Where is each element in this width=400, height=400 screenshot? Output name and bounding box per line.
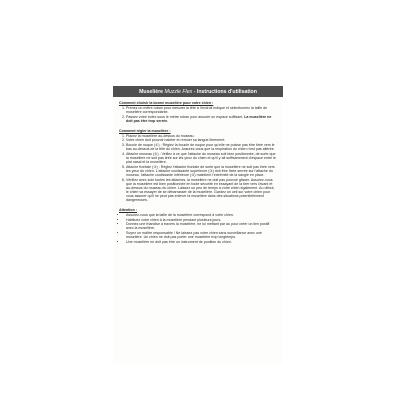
choose-size-step-text: Passez votre index sous le mètre ruban pour assurer un espace suffisant.	[126, 114, 244, 119]
attention-item: • Une muselière ne doit pas être un instrument de punition du chien.	[126, 240, 278, 244]
attention-list	[119, 213, 278, 244]
attention-heading: Attention :	[119, 207, 137, 212]
attention-item: • Habituez votre chien à la muselière pendant plusieurs jours.	[126, 218, 278, 222]
brand-name: Muzzle Flex	[164, 88, 193, 95]
attention-item: • Donnez une friandise à travers la muselière, ne lui mettant par au pour créer un lien positif avec la muselière.	[126, 222, 278, 230]
adjust-step: 5. Attache frontale (③) : Réglez l'attache frontale de sorte que la muselière ne soit pas tirée vers les yeux du chien. L'attache coulissante supérieure (③) doit être fixée serrée sur l'attache du museau, l'attache coulissante inférieure (③) maintient l'extrémité de la sangle en place.	[126, 165, 278, 177]
choose-size-step: 1. Prenez un mètre ruban pour mesurer la tête à l'endroit indiqué et sélectionnez la taille de muselière correspondante.	[126, 106, 278, 114]
adjust-step: 6. Vérifiez avec soin toutes les attaches, la muselière ne doit pas pouvoir glisser. Assurez-vous que la muselière est bien positionnée en toute sécurité en essayant de la tirer vers l'avant et au-dessus du museau du chien. Laissez un peu de temps à votre chien également. Au début, le chien va essayer de se débarrasser de la muselière. Gardez un oeil sur votre chien pour vous assurer qu'il ne peut pas enlever la muselière dans des situations potentiellement dangereuses.	[126, 178, 278, 203]
adjust-step: 3. Boucle de nuque (①) : Réglez la boucle de nuque pour qu'elle ne puisse pas être tirée vers le bas au-dessus de la tête du chien. Assurez-vous que la respiration du chien n'est pas altérée.	[126, 143, 278, 151]
instruction-sheet	[113, 86, 283, 364]
choose-size-heading: Comment choisir la bonne muselière pour votre chien :	[119, 101, 214, 105]
title-prefix: Muselière	[139, 88, 164, 95]
attention-item: • Assurez-vous que la taille de la muselière correspond à votre chien.	[126, 213, 278, 217]
adjust-list	[119, 134, 278, 202]
title-bar	[113, 86, 283, 97]
adjust-step: 4. Attache museau (②) : Veillez à ce que l'attache du museau soit bien positionnée, de sorte que la muselière ne soit pas tirée sur les yeux du chien et qu'il y ait suffisamment d'espace entre le plat nasal et la muselière.	[126, 152, 278, 164]
sheet-content	[113, 97, 283, 244]
adjust-step: 2. Votre chien doit pouvoir haleter et remuer sa langue librement.	[126, 138, 278, 142]
title-suffix: - Instructions d'utilisation	[193, 88, 257, 95]
adjust-heading: Comment régler la muselière :	[119, 128, 171, 133]
choose-size-step	[126, 115, 278, 123]
choose-size-list	[119, 106, 278, 123]
attention-item: • Soyez un maître responsable ! Ne laissez pas votre chien sans surveillance avec une muselière. Un chien ne doit pas porter une muselière trop longtemps.	[126, 231, 278, 239]
choose-size-warning: La muselière ne doit pas être trop serrée.	[126, 114, 272, 123]
adjust-step: 1. Placez la muselière au-dessus du museau.	[126, 134, 278, 138]
